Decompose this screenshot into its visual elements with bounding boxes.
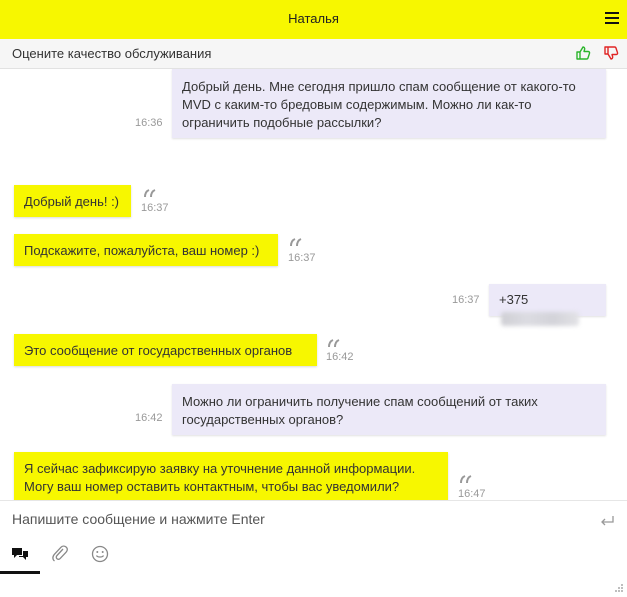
message-time: 16:37 [288,252,316,264]
message-input[interactable] [12,511,572,527]
read-status-icon [460,474,474,484]
message-time: 16:36 [135,117,163,129]
composer [0,500,627,597]
read-status-icon [144,188,158,198]
agent-message [14,334,317,366]
agent-message [14,234,278,266]
message-text: Подскажите, пожалуйста, ваш номер :) [24,243,260,258]
message-time: 16:37 [452,294,480,306]
rating-bar [0,39,627,69]
message-line: ограничить подобные рассылки? [182,115,382,130]
paperclip-icon[interactable] [51,545,69,563]
message-text: +375 [499,292,529,307]
message-time: 16:37 [141,202,169,214]
read-status-icon [290,237,304,247]
message-line: Я сейчас зафиксирую заявку на уточнение данной информации. [24,461,416,476]
agent-message [14,185,131,217]
read-status-icon [328,338,342,348]
redacted-number [501,312,579,326]
user-message [172,69,606,138]
message-line: государственных органов? [182,412,344,427]
message-line: Могу ваш номер оставить контактным, чтобы вас уведомили? [24,479,400,494]
message-text: Это сообщение от государственных органов [24,343,293,358]
chat-header [0,0,627,39]
active-tab-indicator [0,571,40,574]
message-line: Можно ли ограничить получение спам сообщений от таких [182,394,538,409]
operator-name: Наталья [288,11,339,26]
rating-label: Оцените качество обслуживания [12,46,212,61]
hamburger-menu-icon[interactable] [605,12,619,24]
message-time: 16:42 [135,412,163,424]
enter-key-icon[interactable] [599,515,615,527]
message-line: Добрый день. Мне сегодня пришло спам сообщение от какого-то [182,79,576,94]
user-message [489,284,606,316]
message-text: Добрый день! :) [24,194,120,209]
smiley-icon[interactable] [91,545,109,563]
message-time: 16:42 [326,351,354,363]
user-message [172,384,606,435]
message-line: MVD с каким-то бредовым содержимым. Можно ли как-то [182,97,532,112]
resize-grip-icon[interactable] [614,583,624,593]
thumbs-up-icon[interactable] [575,45,591,61]
message-list[interactable] [0,69,627,500]
thumbs-down-icon[interactable] [603,45,619,61]
chat-bubbles-icon[interactable] [11,545,29,563]
agent-message [14,452,448,500]
message-time: 16:47 [458,488,486,500]
